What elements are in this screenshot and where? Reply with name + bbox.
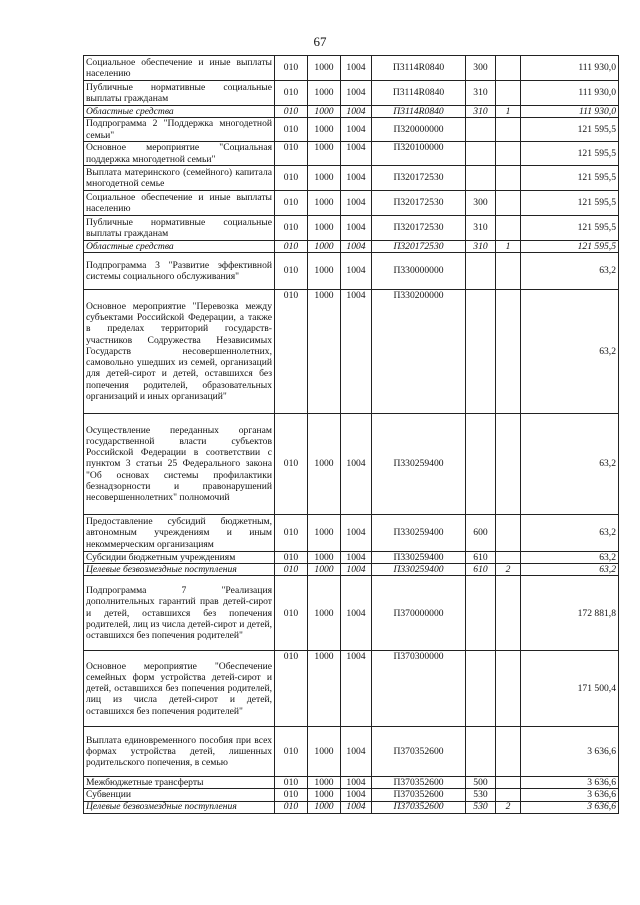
row-amount: 63,2 [521, 564, 619, 576]
row-section-code: 1000 [308, 727, 341, 777]
row-name: Социальное обеспечение и иные выплаты населению [84, 191, 275, 216]
row-funding-source [496, 253, 521, 290]
budget-table [83, 55, 619, 814]
row-ministry-code: 010 [275, 552, 308, 564]
table-row [84, 191, 619, 216]
row-ministry-code: 010 [275, 253, 308, 290]
row-name: Предоставление субсидий бюджетным, автономным учреждениям и иным некоммерческим организациям [84, 515, 275, 552]
row-target-article: П370000000 [372, 576, 466, 651]
row-expense-type [466, 142, 496, 166]
row-section-code: 1000 [308, 576, 341, 651]
row-section-code: 1000 [308, 290, 341, 414]
row-amount: 121 595,5 [521, 241, 619, 253]
row-subsection-code: 1004 [341, 56, 372, 81]
row-ministry-code: 010 [275, 564, 308, 576]
row-funding-source [496, 81, 521, 106]
row-target-article: П330000000 [372, 253, 466, 290]
table-row [84, 106, 619, 118]
row-expense-type: 310 [466, 81, 496, 106]
row-funding-source [496, 552, 521, 564]
row-ministry-code: 010 [275, 727, 308, 777]
row-funding-source: 1 [496, 241, 521, 253]
row-section-code: 1000 [308, 777, 341, 789]
row-section-code: 1000 [308, 789, 341, 801]
row-subsection-code: 1004 [341, 216, 372, 241]
row-section-code: 1000 [308, 564, 341, 576]
row-name: Субвенции [84, 789, 275, 801]
row-funding-source: 1 [496, 106, 521, 118]
row-subsection-code: 1004 [341, 777, 372, 789]
row-target-article: П3114R0840 [372, 106, 466, 118]
row-amount: 111 930,0 [521, 56, 619, 81]
row-expense-type [466, 576, 496, 651]
table-row [84, 801, 619, 813]
row-subsection-code: 1004 [341, 564, 372, 576]
row-amount: 171 500,4 [521, 651, 619, 727]
row-target-article: П330200000 [372, 290, 466, 414]
row-section-code: 1000 [308, 81, 341, 106]
row-section-code: 1000 [308, 801, 341, 813]
row-subsection-code: 1004 [341, 576, 372, 651]
row-ministry-code: 010 [275, 106, 308, 118]
row-section-code: 1000 [308, 515, 341, 552]
row-subsection-code: 1004 [341, 81, 372, 106]
row-amount: 63,2 [521, 290, 619, 414]
row-subsection-code: 1004 [341, 166, 372, 191]
row-section-code: 1000 [308, 651, 341, 727]
row-funding-source [496, 576, 521, 651]
table-row [84, 166, 619, 191]
row-expense-type [466, 166, 496, 191]
row-target-article: П370352600 [372, 801, 466, 813]
row-ministry-code: 010 [275, 414, 308, 515]
row-name: Социальное обеспечение и иные выплаты населению [84, 56, 275, 81]
table-row [84, 142, 619, 166]
row-name: Публичные нормативные социальные выплаты гражданам [84, 81, 275, 106]
row-amount: 63,2 [521, 253, 619, 290]
row-name: Основное мероприятие "Перевозка между субъектами Российской Федерации, а также в пределах территорий государств-участников Содружества Независимых Государств несовершеннолетних, самовольно ушедших из семей, организаций для детей-сирот и детей, оставшихся без попечения родителей, образовательных организаций и иных организаций" [84, 290, 275, 414]
row-amount: 121 595,5 [521, 191, 619, 216]
row-funding-source [496, 414, 521, 515]
row-name: Основное мероприятие "Социальная поддержка многодетной семьи" [84, 142, 275, 166]
table-row [84, 515, 619, 552]
row-expense-type: 530 [466, 801, 496, 813]
row-name: Выплата материнского (семейного) капитала многодетной семье [84, 166, 275, 191]
row-subsection-code: 1004 [341, 414, 372, 515]
row-funding-source [496, 56, 521, 81]
row-expense-type [466, 651, 496, 727]
table-row [84, 216, 619, 241]
row-target-article: П320000000 [372, 118, 466, 142]
row-target-article: П330259400 [372, 552, 466, 564]
row-subsection-code: 1004 [341, 789, 372, 801]
row-expense-type: 310 [466, 106, 496, 118]
row-expense-type [466, 118, 496, 142]
row-section-code: 1000 [308, 166, 341, 191]
row-expense-type: 610 [466, 564, 496, 576]
row-funding-source [496, 515, 521, 552]
row-subsection-code: 1004 [341, 515, 372, 552]
row-ministry-code: 010 [275, 801, 308, 813]
row-amount: 121 595,5 [521, 142, 619, 166]
row-expense-type [466, 727, 496, 777]
table-row [84, 727, 619, 777]
row-funding-source [496, 727, 521, 777]
row-subsection-code: 1004 [341, 142, 372, 166]
row-section-code: 1000 [308, 106, 341, 118]
row-name: Публичные нормативные социальные выплаты гражданам [84, 216, 275, 241]
row-subsection-code: 1004 [341, 290, 372, 414]
row-amount: 121 595,5 [521, 166, 619, 191]
row-target-article: П370300000 [372, 651, 466, 727]
table-row [84, 290, 619, 414]
row-name: Осуществление переданных органам государственной власти субъектов Российской Федерации в соответствии с пунктом 3 статьи 25 Федерального закона "Об основах системы профилактики безнадзорности и правонарушений несовершеннолетних" полномочий [84, 414, 275, 515]
row-target-article: П320172530 [372, 241, 466, 253]
row-section-code: 1000 [308, 191, 341, 216]
row-section-code: 1000 [308, 56, 341, 81]
row-funding-source [496, 166, 521, 191]
row-funding-source [496, 191, 521, 216]
row-expense-type: 300 [466, 56, 496, 81]
row-target-article: П320100000 [372, 142, 466, 166]
row-name: Областные средства [84, 241, 275, 253]
row-target-article: П330259400 [372, 414, 466, 515]
table-row [84, 414, 619, 515]
row-subsection-code: 1004 [341, 191, 372, 216]
row-ministry-code: 010 [275, 81, 308, 106]
table-row [84, 564, 619, 576]
row-ministry-code: 010 [275, 651, 308, 727]
row-ministry-code: 010 [275, 191, 308, 216]
row-target-article: П3114R0840 [372, 81, 466, 106]
row-ministry-code: 010 [275, 118, 308, 142]
table-row [84, 651, 619, 727]
table-row [84, 576, 619, 651]
row-target-article: П3114R0840 [372, 56, 466, 81]
row-target-article: П330259400 [372, 564, 466, 576]
row-amount: 3 636,6 [521, 801, 619, 813]
row-section-code: 1000 [308, 142, 341, 166]
row-amount: 3 636,6 [521, 789, 619, 801]
row-amount: 111 930,0 [521, 81, 619, 106]
row-name: Целевые безвозмездные поступления [84, 564, 275, 576]
row-ministry-code: 010 [275, 142, 308, 166]
table-row [84, 118, 619, 142]
row-amount: 63,2 [521, 552, 619, 564]
table-row [84, 789, 619, 801]
row-section-code: 1000 [308, 216, 341, 241]
row-section-code: 1000 [308, 414, 341, 515]
row-subsection-code: 1004 [341, 727, 372, 777]
row-expense-type: 310 [466, 241, 496, 253]
row-funding-source [496, 651, 521, 727]
row-subsection-code: 1004 [341, 552, 372, 564]
row-section-code: 1000 [308, 253, 341, 290]
row-section-code: 1000 [308, 552, 341, 564]
row-section-code: 1000 [308, 241, 341, 253]
row-amount: 3 636,6 [521, 727, 619, 777]
row-name: Основное мероприятие "Обеспечение семейных форм устройства детей-сирот и детей, оставшихся без попечения родителей, лиц из числа детей-сирот и детей, оставшихся без попечения родителей" [84, 651, 275, 727]
row-expense-type: 310 [466, 216, 496, 241]
row-amount: 63,2 [521, 515, 619, 552]
row-ministry-code: 010 [275, 241, 308, 253]
row-ministry-code: 010 [275, 216, 308, 241]
row-target-article: П320172530 [372, 216, 466, 241]
row-amount: 121 595,5 [521, 216, 619, 241]
row-amount: 121 595,5 [521, 118, 619, 142]
row-ministry-code: 010 [275, 290, 308, 414]
table-row [84, 241, 619, 253]
row-name: Выплата единовременного пособия при всех формах устройства детей, лишенных родительского попечения, в семью [84, 727, 275, 777]
row-funding-source [496, 118, 521, 142]
row-target-article: П370352600 [372, 777, 466, 789]
budget-table-body [84, 56, 619, 814]
row-funding-source [496, 777, 521, 789]
row-target-article: П330259400 [372, 515, 466, 552]
row-expense-type: 610 [466, 552, 496, 564]
row-funding-source [496, 142, 521, 166]
row-name: Целевые безвозмездные поступления [84, 801, 275, 813]
row-amount: 111 930,0 [521, 106, 619, 118]
row-ministry-code: 010 [275, 789, 308, 801]
row-name: Областные средства [84, 106, 275, 118]
row-expense-type [466, 253, 496, 290]
row-ministry-code: 010 [275, 515, 308, 552]
table-row [84, 81, 619, 106]
row-subsection-code: 1004 [341, 801, 372, 813]
row-name: Подпрограмма 2 "Поддержка многодетной семьи" [84, 118, 275, 142]
table-row [84, 253, 619, 290]
row-name: Межбюджетные трансферты [84, 777, 275, 789]
row-subsection-code: 1004 [341, 106, 372, 118]
row-amount: 172 881,8 [521, 576, 619, 651]
row-name: Подпрограмма 3 "Развитие эффективной системы социального обслуживания" [84, 253, 275, 290]
row-subsection-code: 1004 [341, 253, 372, 290]
row-section-code: 1000 [308, 118, 341, 142]
row-expense-type [466, 290, 496, 414]
row-subsection-code: 1004 [341, 118, 372, 142]
row-expense-type [466, 414, 496, 515]
row-funding-source [496, 290, 521, 414]
table-row [84, 777, 619, 789]
table-row [84, 552, 619, 564]
row-target-article: П370352600 [372, 727, 466, 777]
row-expense-type: 530 [466, 789, 496, 801]
row-funding-source: 2 [496, 801, 521, 813]
row-funding-source [496, 216, 521, 241]
row-ministry-code: 010 [275, 777, 308, 789]
row-amount: 3 636,6 [521, 777, 619, 789]
row-expense-type: 300 [466, 191, 496, 216]
row-name: Субсидии бюджетным учреждениям [84, 552, 275, 564]
row-funding-source: 2 [496, 564, 521, 576]
row-expense-type: 500 [466, 777, 496, 789]
row-funding-source [496, 789, 521, 801]
row-ministry-code: 010 [275, 576, 308, 651]
row-name: Подпрограмма 7 "Реализация дополнительных гарантий прав детей-сирот и детей, оставшихся без попечения родителей, лиц из числа детей-сирот и детей, оставшихся без попечения родителей" [84, 576, 275, 651]
page-number: 67 [313, 34, 327, 49]
row-ministry-code: 010 [275, 166, 308, 191]
row-target-article: П320172530 [372, 191, 466, 216]
row-target-article: П370352600 [372, 789, 466, 801]
row-target-article: П320172530 [372, 166, 466, 191]
row-subsection-code: 1004 [341, 241, 372, 253]
table-row [84, 56, 619, 81]
row-amount: 63,2 [521, 414, 619, 515]
row-ministry-code: 010 [275, 56, 308, 81]
row-subsection-code: 1004 [341, 651, 372, 727]
row-expense-type: 600 [466, 515, 496, 552]
